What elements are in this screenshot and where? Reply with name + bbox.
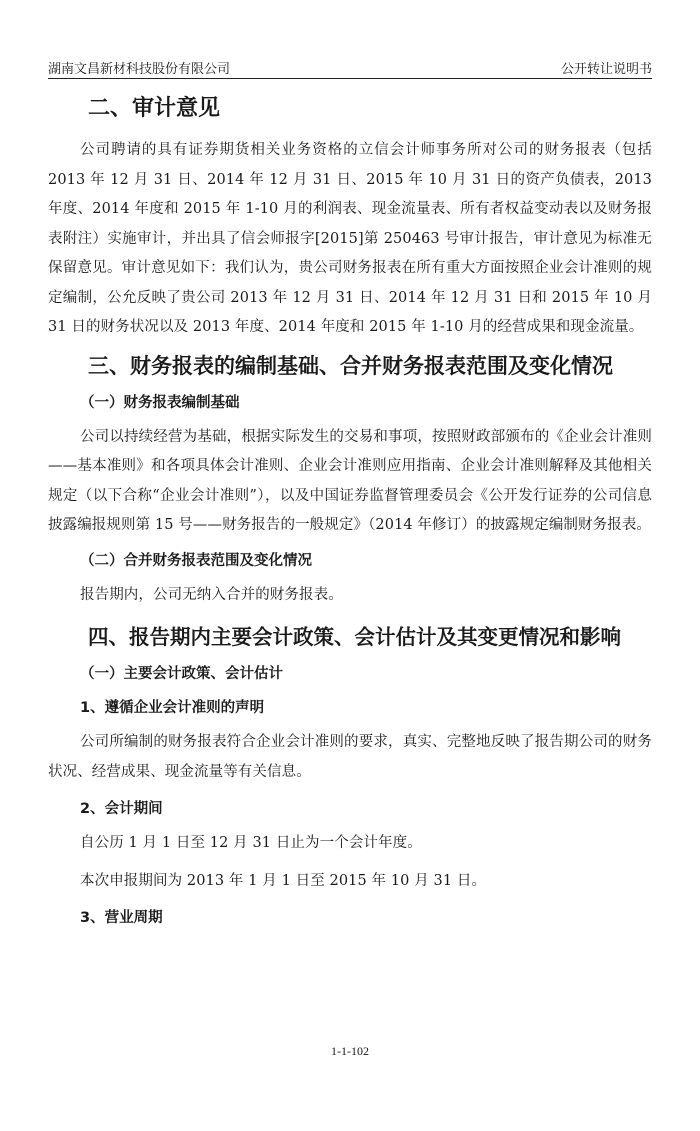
item-title-operating-cycle: 3、营业周期 [80, 910, 163, 926]
paragraph-accounting-year: 自公历 1 月 1 日至 12 月 31 日止为一个会计年度。 [80, 835, 422, 851]
section-title-financial-statement-basis: 三、财务报表的编制基础、合并财务报表范围及变化情况 [88, 353, 613, 378]
paragraph-preparation-basis: 公司以持续经营为基础，根据实际发生的交易和事项，按照财政部颁布的《企业会计准则——基本准则》和各项具体会计准则、企业会计准则应用指南、企业会计准则解释及其他相关规定（以下合称“企业会计准则”），以及中国证券监督管理委员会《公开发行证券的公司信息披露编报规则第 15 号——财务报告的一般规定》（2014 年修订）的披露规定编制财务报表。 [48, 428, 652, 533]
header-document-type: 公开转让说明书 [560, 62, 652, 77]
section-title-audit-opinion: 二、审计意见 [88, 96, 221, 121]
subsection-title-main-policies: （一）主要会计政策、会计估计 [80, 666, 283, 682]
page-number: 1-1-102 [331, 1044, 369, 1058]
paragraph-reporting-period: 本次申报期间为 2013 年 1 月 1 日至 2015 年 10 月 31 日。 [80, 872, 487, 889]
subsection-title-preparation-basis: （一）财务报表编制基础 [80, 394, 240, 411]
item-title-accounting-period: 2、会计期间 [80, 801, 163, 817]
page-content [48, 88, 652, 938]
item-title-compliance-statement: 1、遵循企业会计准则的声明 [80, 700, 265, 716]
paragraph-audit-opinion: 公司聘请的具有证券期货相关业务资格的立信会计师事务所对公司的财务报表（包括 2013 年 12 月 31 日、2014 年 12 月 31 日、2015 年 10 月 31 日的资产负债表，2013 年度、2014 年度和 2015 年 1-10 月的利润表、现金流量表、所有者权益变动表以及财务报表附注）实施审计，并出具了信会师报字[2015]第 250463 号审计报告，审计意见为标准无保留意见。审计意见如下：我们认为，贵公司财务报表在所有重大方面按照企业会计准则的规定编制，公允反映了贵公司 2013 年 12 月 31 日、2014 年 12 月 31 日和 2015 年 10 月 31 日的财务状况以及 2013 年度、2014 年度和 2015 年 1-10 月的经营成果和现金流量。 [48, 142, 652, 335]
paragraph-consolidation-scope: 报告期内，公司无纳入合并的财务报表。 [80, 586, 343, 603]
section-title-accounting-policies: 四、报告期内主要会计政策、会计估计及其变更情况和影响 [88, 625, 621, 649]
header-company-name: 湖南文昌新材科技股份有限公司 [48, 62, 231, 77]
subsection-title-consolidation-scope: （二）合并财务报表范围及变化情况 [80, 552, 312, 569]
page-header [48, 58, 652, 79]
paragraph-compliance-statement: 公司所编制的财务报表符合企业会计准则的要求，真实、完整地反映了报告期公司的财务状况、经营成果、现金流量等有关信息。 [48, 734, 652, 780]
